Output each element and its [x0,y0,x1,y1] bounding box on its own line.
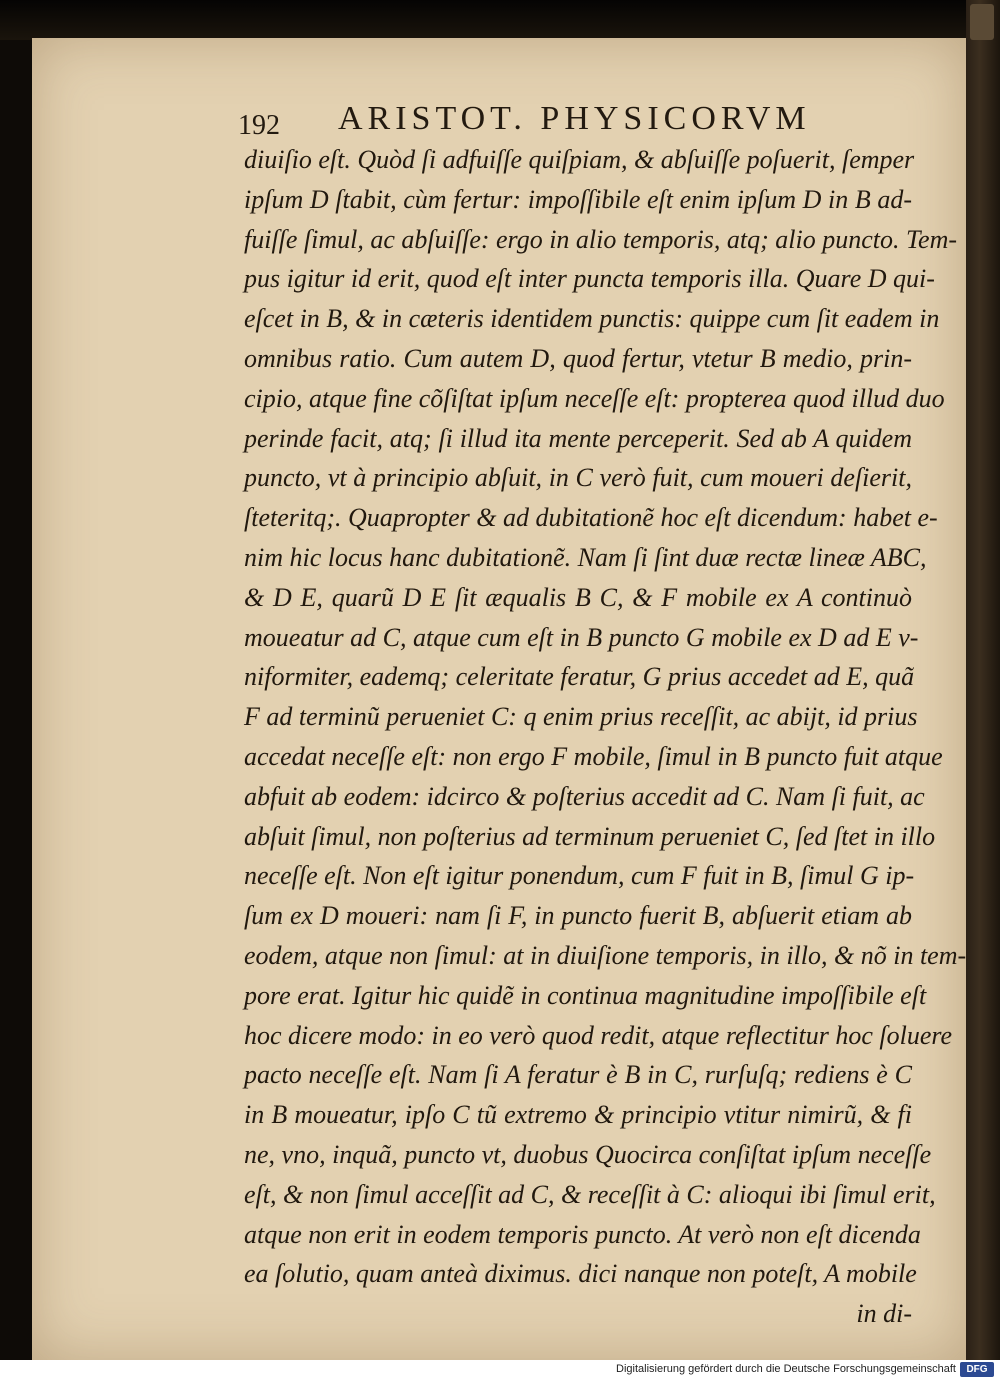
text-line: eſt, & non ſimul acceſſit ad C, & receſſit à C: alioqui ibi ſimul erit, [244,1179,936,1209]
text-line: niformiter, eademq; celeritate feratur, G prius accedet ad E, quã [244,662,915,692]
text-line: pus igitur id erit, quod eſt inter puncta temporis illa. Quare D qui- [244,264,935,294]
text-line: ne, vno, inquã, puncto vt, duobus Quocirca conſiſtat ipſum neceſſe [244,1139,932,1169]
text-line: puncto, vt à principio abſuit, in C verò fuit, cum moueri deſierit, [244,463,912,493]
text-line: abſuit ſimul, non poſterius ad terminum perueniet C, ſed ſtet in illo [244,821,936,851]
text-line: eodem, atque non ſimul: at in diuiſione temporis, in illo, & nõ in tem- [244,940,967,970]
text-line: eſcet in B, & in cæteris identidem punctis: quippe cum ſit eadem in [244,304,940,334]
text-line: neceſſe eſt. Non eſt igitur ponendum, cum F fuit in B, ſimul G ip- [244,861,915,891]
text-line: ipſum D ſtabit, cùm fertur: impoſſibile eſt enim ipſum D in B ad- [244,184,912,214]
text-line: moueatur ad C, atque cum eſt in B puncto G mobile ex D ad E v- [244,622,919,652]
text-line: cipio, atque fine cõſiſtat ipſum neceſſe eſt: propterea quod illud duo [244,383,945,413]
body-text [244,140,967,1334]
text-line: pore erat. Igitur hic quidẽ in continua magnitudine impoſſibile eſt [244,980,927,1010]
catchword: in di- [856,1299,912,1329]
text-line: perinde facit, atq; ſi illud ita mente perceperit. Sed ab A quidem [244,423,912,453]
text-line: hoc dicere modo: in eo verò quod redit, atque reflectitur hoc ſoluere [244,1020,953,1050]
text-line: pacto neceſſe eſt. Nam ſi A feratur è B in C, rurſuſq; rediens è C [244,1060,912,1090]
text-line: accedat neceſſe eſt: non ergo F mobile, ſimul in B puncto fuit atque [244,741,943,771]
scan-background-top [0,0,1000,40]
text-line: ſum ex D moueri: nam ſi F, in puncto fuerit B, abſuerit etiam ab [244,901,912,931]
funding-credit: Digitalisierung gefördert durch die Deutsche Forschungsgemeinschaft [616,1363,956,1375]
book-edge [966,0,1000,1365]
footer-bar [0,1360,1000,1380]
text-line: abfuit ab eodem: idcirco & poſterius accedit ad C. Nam ſi fuit, ac [244,781,925,811]
text-line: omnibus ratio. Cum autem D, quod fertur, vtetur B medio, prin- [244,343,912,373]
text-line: ſteteritq;. Quapropter & ad dubitationẽ hoc eſt dicendum: habet e- [244,503,938,533]
text-line: nim hic locus hanc dubitationẽ. Nam ſi ſint duæ rectæ lineæ ABC, [244,542,927,572]
text-line: in B moueatur, ipſo C tũ extremo & principio vtitur nimirũ, & fi [244,1100,912,1130]
text-line: & D E, quarũ D E ſit æqualis B C, & F mobile ex A continuò [244,582,912,612]
page-header [238,100,918,144]
page-number: 192 [238,110,280,141]
text-line: fuiſſe ſimul, ac abſuiſſe: ergo in alio temporis, atq; alio puncto. Tem- [244,224,958,254]
text-line: diuiſio eſt. Quòd ſi adfuiſſe quiſpiam, & abſuiſſe poſuerit, ſemper [244,145,915,174]
dfg-logo-icon: DFG [960,1362,994,1377]
text-line: atque non erit in eodem temporis puncto. At verò non eſt dicenda [244,1219,921,1249]
running-head: ARISTOT. PHYSICORVM [338,100,811,137]
text-line: ea ſolutio, quam anteà diximus. dici nanque non poteſt, A mobile [244,1259,917,1289]
text-line: F ad terminũ perueniet C: q enim prius receſſit, ac abijt, id prius [244,702,918,732]
bookmark-tab [970,4,994,40]
